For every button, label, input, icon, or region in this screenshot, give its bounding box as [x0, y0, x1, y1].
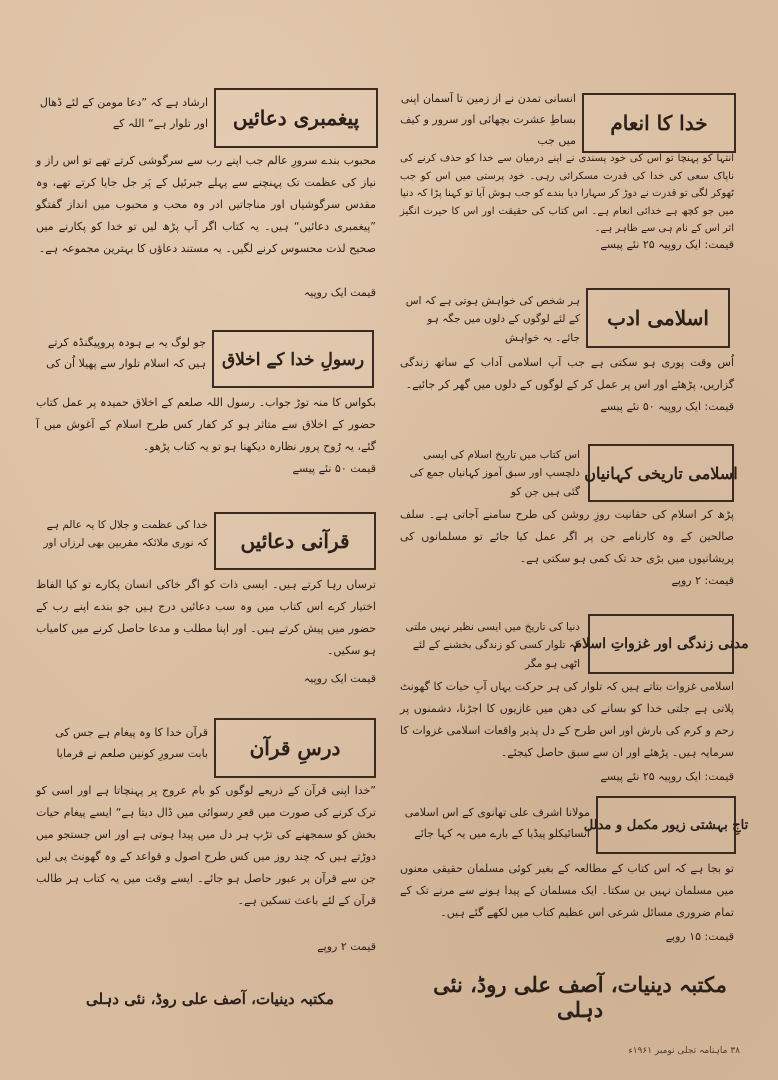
ad-price: قیمت: ایک روپیہ ۲۵ نئے پیسے — [600, 238, 734, 251]
ad-price: قیمت: ۱۵ روپے — [665, 930, 734, 943]
ad-intro: ارشاد ہے کہ ”دعا مومن کے لئے ڈھال اور تلوار ہے“ اللہ کے — [39, 96, 208, 130]
ad-intro: مولانا اشرف علی تھانوی کے اس اسلامی انسائیکلو پیڈیا کے بارے میں یہ کہا جائے — [404, 806, 590, 840]
ad-intro: اس کتاب میں تاریخ اسلام کی ایسی دلچسپ اور سبق آموز کہانیاں جمع کی گئی ہیں جن کو — [409, 449, 580, 498]
ad-title-qurani-duaen: قرآنی دعائیں — [214, 512, 376, 570]
ad-price: قیمت ۵۰ نئے پیسے — [292, 462, 376, 475]
ad-body: تو بجا ہے کہ اس کتاب کے مطالعہ کے بغیر کوئی مسلمان حقیقی معنوں میں مسلمان نہیں بن سکتا۔ ایک مسلمان کے پیدا ہونے سے مرنے تک کے تمام ضروری مسائل شرعی اس عظیم کتاب میں لکھے گئے ہیں۔ — [400, 862, 734, 919]
ad-intro: جو لوگ یہ بے ہودہ پروپیگنڈہ کرتے ہیں کہ اسلام تلوار سے پھیلا اُن کی — [46, 336, 206, 370]
ad-body: انتہا کو پہنچا تو اس کی خود پسندی نے اپنے درمیان سے خدا کو حذف کرنے کی ناپاک سعی کی خدا کی قدرت مسکرائی رہی۔ خود پرستی میں اس کو جب ٹھوکر لگی تو قدرت نے دوڑ کر سہارا دیا بندے کو جب ہوش آیا تو کہنا پڑا کہ دنیا میں جو کچھ ہے خدائی انعام ہے۔ اس کتاب کی حقیقت اور اس کا حیرت انگیز اثر اس کے نام ہی سے ظاہر ہے۔ — [400, 153, 734, 234]
ad-price: قیمت: ایک روپیہ ۲۵ نئے پیسے — [600, 770, 734, 783]
ad-title-madani-zindagi: مدنی زندگی اور غزواتِ اسلام — [588, 614, 734, 674]
ad-body: اسلامی غزوات بتاتے ہیں کہ تلوار کی ہر حرکت یہاں آبِ حیات کا گھونٹ پلاتی ہے جلتی خدا کو بسانے کی دھن میں غازیوں کا اجڑنا، دشمنوں پر رحم و کرم کی بارش اور اس طرح کے دل پذیر واقعات اسلامی غزوات کا سرمایہ ہیں۔ پڑھئے اور ان سے سبق حاصل کیجئے۔ — [400, 680, 734, 759]
ad-price: قیمت: ایک روپیہ ۵۰ نئے پیسے — [600, 400, 734, 413]
ad-title-dars-e-quran: درسِ قرآن — [214, 718, 376, 778]
ad-body: ”خدا اپنی قرآن کے ذریعے لوگوں کو بام عروج پر پہنچاتا ہے اور اسی کو ترک کرنے کی صورت میں قعرِ رسوائی میں ڈال دیتا ہے“ ایسے پیغام حیات بخش کو سمجھنے کی تڑپ ہر دل میں پیدا ہوتی ہے اور اس جستجو میں دوڑتے ہیں کہ چند روز میں کس طرح اصول و قواعد کے وہ گھونٹ پی لیں جن سے قرآن پر عبور حاصل ہو جائے۔ ایسے وقت میں یہ کتاب ہر طالب قرآن کے لئے باعث تسکین ہے۔ — [36, 784, 376, 907]
ad-title-khuda-ka-inaam: خدا کا انعام — [582, 93, 736, 153]
ad-title-islami-tarikhi-kahaniyan: اسلامی تاریخی کہانیاں — [588, 444, 734, 502]
ad-price: قیمت ایک روپیہ — [303, 286, 376, 299]
publisher-name: مکتبہ دینیات، آصف علی روڈ، نئی دہلی — [433, 972, 727, 1022]
ad-intro: ہر شخص کی خواہش ہوتی ہے کہ اس کے لئے لوگوں کے دلوں میں جگہ ہو جائے۔ یہ خواہش — [405, 295, 580, 344]
publisher-name: مکتبہ دینیات، آصف علی روڈ، نئی دہلی — [86, 990, 334, 1008]
ad-price: قیمت ایک روپیہ — [303, 672, 376, 685]
ad-title-paighambari-duaen: پیغمبری دعائیں — [214, 88, 378, 148]
ad-body: ترساں رہا کرتے ہیں۔ ایسی ذات کو اگر خاکی انسان پکارے تو کیا الفاظ اختیار کرے اس کتاب میں وہ سب دعائیں درج ہیں جو بندے اپنے رب کے حضور میں پیش کرتے ہیں۔ اور اپنا مطلب و مدعا حاصل کرنے میں کامیاب ہو سکیں۔ — [36, 578, 376, 657]
ad-title-taj-bahishti-zewar: تاجِ بہشتی زیور مکمل و مدلل — [596, 796, 736, 854]
ad-intro: قرآن خدا کا وہ پیغام ہے جس کی بابت سرورِ کونین صلعم نے فرمایا — [55, 726, 208, 760]
ad-intro: خدا کی عظمت و جلال کا یہ عالم ہے کہ نوری ملائکہ مقربین بھی لرزاں اور — [43, 519, 208, 550]
ad-body: پڑھ کر اسلام کی حقانیت روزِ روشن کی طرح سامنے آجاتی ہے۔ سلف صالحین کے وہ کارنامے جن پر اگر عمل کیا جائے تو مسلمانوں کی پریشانیوں میں بڑی حد تک کمی ہو سکتی ہے۔ — [400, 508, 734, 565]
ad-body: محبوب بندے سرورِ عالم جب اپنے رب سے سرگوشی کرتے تھے تو اس راز و نیاز کی عظمت تک پہنچنے سے پہلے جبرئیل کے پَر جل جایا کرتے تھے، وہ مقدس سرگوشیاں اور مناجاتیں ادر وہ محب و محبوب میں انداز گفتگو ”پیغمبری دعائیں“ ہیں۔ یہ کتاب اگر آپ پڑھ لیں تو خدا کو پکارنے میں صحیح لذت محسوس کرنے لگیں۔ یہ مستند دعاؤں کا بہترین مجموعہ ہے۔ — [36, 154, 376, 255]
ad-intro: انسانی تمدن نے از زمین تا آسمان اپنی بساطِ عشرت بچھائی اور سرور و کیف میں جب — [400, 92, 576, 147]
ad-price: قیمت ۲ روپے — [317, 940, 376, 953]
page-footer: ۳۸ ماہنامہ تجلی نومبر ۱۹۶۱ء — [628, 1046, 740, 1056]
ad-price: قیمت: ۲ روپے — [671, 574, 734, 587]
ad-body: اُس وقت پوری ہو سکتی ہے جب آپ اسلامی آداب کے ساتھ زندگی گزاریں، پڑھئے اور اس پر عمل کر کے لوگوں کے دلوں میں گھر کر جائیے۔ — [400, 356, 734, 391]
ad-title-rasool-e-khuda-ke-akhlaq: رسولِ خدا کے اخلاق — [212, 330, 374, 388]
ad-title-islami-adab: اسلامی ادب — [586, 288, 730, 348]
ad-intro: دنیا کی تاریخ میں ایسی نظیر نہیں ملتی کہ تلوار کسی کو زندگی بخشنے کے لئے اٹھی ہو مگر — [405, 621, 580, 670]
ad-body: بکواس کا منہ توڑ جواب۔ رسول اللہ صلعم کے اخلاق حمیدہ پر عمل کتاب حضور کے اخلاق سے متاثر ہو کر کفار کس طرح اسلام کے آغوش میں آ گئے، یہ رُوح پرور نظارہ دیکھنا ہو تو یہ کتاب پڑھو۔ — [36, 396, 376, 453]
